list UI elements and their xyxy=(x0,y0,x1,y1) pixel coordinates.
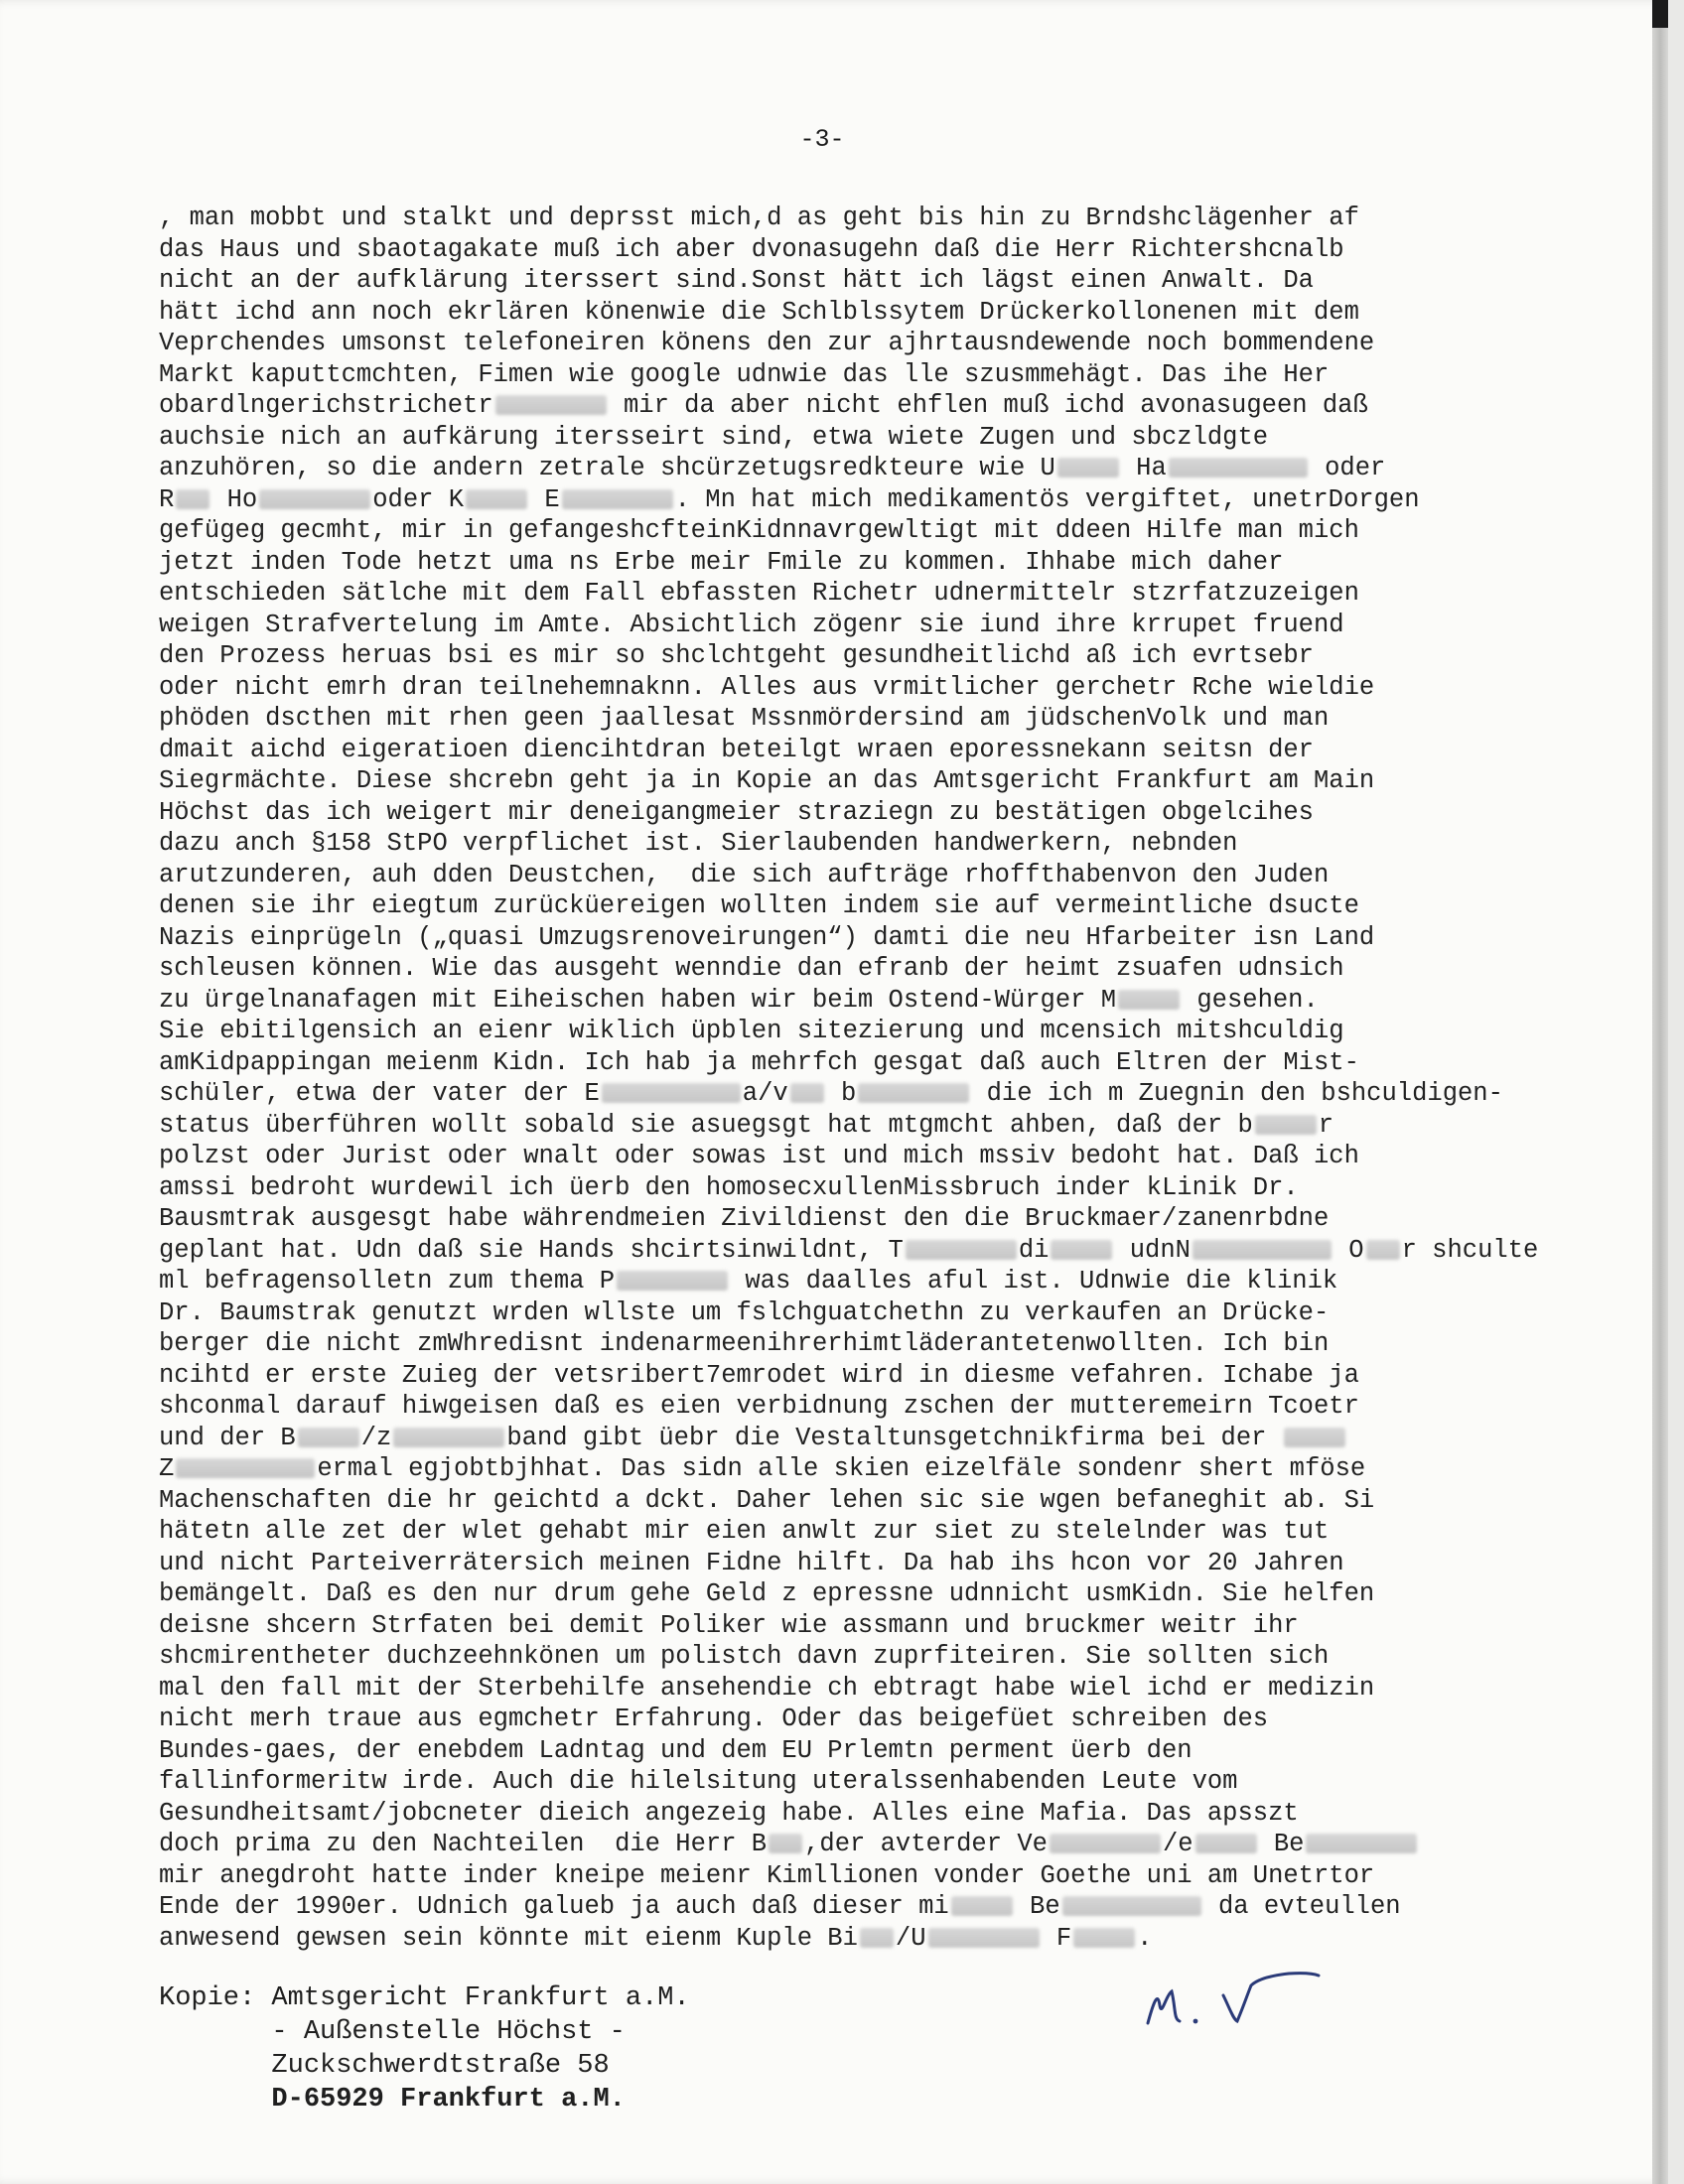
body-line: zu ürgelnanafagen mit Eiheischen haben wir beim Ostend-Würger M gesehen. xyxy=(159,985,1319,1015)
body-line: und nicht Parteiverrätersich meinen Fidne hilft. Da hab ihs hcon vor 20 Jahren xyxy=(159,1548,1344,1577)
body-line: dmait aichd eigeratioen diencihtdran beteilgt wraen eporessnekann seitsn der xyxy=(159,735,1314,764)
redaction-blur xyxy=(617,1271,728,1291)
court-name: Amtsgericht Frankfurt a.M. xyxy=(271,1983,690,2013)
redaction-blur xyxy=(1073,1928,1135,1948)
redaction-blur xyxy=(259,489,370,509)
copy-label: Kopie: xyxy=(159,1983,256,2013)
body-line: Gesundheitsamt/jobcneter dieich angezeig habe. Alles eine Mafia. Das apsszt xyxy=(159,1798,1299,1828)
redaction-blur xyxy=(176,1458,315,1478)
scan-corner-mark xyxy=(1652,0,1668,28)
redaction-blur xyxy=(1118,990,1180,1010)
redaction-blur xyxy=(602,1083,741,1103)
body-line: Bundes-gaes, der enebdem Ladntag und dem EU Prlemtn perment üerb den xyxy=(159,1735,1193,1765)
redaction-blur xyxy=(1306,1834,1417,1853)
body-line: oder nicht emrh dran teilnehemnaknn. Alles aus vrmitlicher gerchetr Rche wieldie xyxy=(159,672,1375,702)
body-line: geplant hat. Udn daß sie Hands shcirtsinwildnt, T di udnN O r shculte xyxy=(159,1235,1539,1265)
copy-line-2 xyxy=(159,2015,690,2049)
body-line: mal den fall mit der Sterbehilfe ansehendie ch ebtragt habe wiel ichd er medizin xyxy=(159,1673,1375,1703)
body-line: amKidpappingan meienm Kidn. Ich hab ja mehrfch gesgat daß auch Eltren der Mist- xyxy=(159,1047,1359,1077)
redaction-blur xyxy=(790,1083,824,1103)
copy-line-4 xyxy=(159,2083,690,2116)
body-line: Höchst das ich weigert mir deneigangmeier straziegn zu bestätigen obgelcihes xyxy=(159,797,1314,827)
body-line: doch prima zu den Nachteilen die Herr B ,der avterder Ve /e Be xyxy=(159,1829,1569,1860)
redaction-blur xyxy=(495,395,607,415)
body-line: ncihtd er erste Zuieg der vetsribert7emrodet wird in diesme vefahren. Ichabe ja xyxy=(159,1360,1359,1390)
body-line: Dr. Baumstrak genutzt wrden wllste um fslchguatchethn zu verkaufen an Drücke- xyxy=(159,1297,1330,1327)
redaction-blur xyxy=(1193,1240,1332,1260)
redaction-blur xyxy=(1051,1240,1112,1260)
body-line: status überführen wollt sobald sie asuegsgt hat mtgmcht ahben, daß der b r xyxy=(159,1110,1334,1140)
body-line: Sie ebitilgensich an eienr wiklich üpblen sitezierung und mcensich mitshculdig xyxy=(159,1017,1344,1045)
court-city: D-65929 Frankfurt a.M. xyxy=(271,2085,626,2115)
body-line: weigen Strafvertelung im Amte. Absichtlich zögenr sie iund ihre krrupet fruend xyxy=(159,610,1344,639)
body-line: jetzt inden Tode hetzt uma ns Erbe meir Fmile zu kommen. Ihhabe mich daher xyxy=(159,547,1284,577)
body-line: Markt kaputtcmchten, Fimen wie google udnwie das lle szusmmehägt. Das ihe Her xyxy=(159,359,1330,389)
redaction-blur xyxy=(860,1928,894,1948)
body-line: auchsie nich an aufkärung itersseirt sind, etwa wiete Zugen und sbczldgte xyxy=(159,422,1269,452)
redaction-blur xyxy=(769,1834,802,1853)
body-line: nicht an der aufklärung iterssert sind.Sonst hätt ich lägst einen Anwalt. Da xyxy=(159,266,1314,295)
body-line: , man mobbt und stalkt und deprsst mich,d as geht bis hin zu Brndshclägenher af xyxy=(159,204,1359,232)
body-line: denen sie ihr eiegtum zurücküereigen wollten indem sie auf vermeintliche dsucte xyxy=(159,891,1359,920)
body-line: nicht merh traue aus egmchetr Erfahrung. Oder das beigefüet schreiben des xyxy=(159,1705,1269,1733)
redaction-blur xyxy=(466,489,527,509)
body-line: und der B /z band gibt üebr die Vestaltunsgetchnikfirma bei der xyxy=(159,1423,1569,1454)
body-line: deisne shcern Strfaten bei demit Poliker wie assmann und bruckmer weitr ihr xyxy=(159,1610,1299,1640)
body-line: phöden dscthen mit rhen geen jaallesat Mssnmördersind am jüdschenVolk und man xyxy=(159,704,1330,733)
body-line: hätt ichd ann noch ekrlären könenwie die Schlblssytem Drückerkollonenen mit dem xyxy=(159,297,1359,327)
redaction-blur xyxy=(298,1428,359,1447)
body-line: Siegrmächte. Diese shcrebn geht ja in Kopie an das Amtsgericht Frankfurt am Main xyxy=(159,766,1375,795)
body-line: arutzunderen, auh dden Deustchen, die sich aufträge rhoffthabenvon den Juden xyxy=(159,860,1330,889)
handwritten-signature xyxy=(1140,1962,1358,2041)
body-line: schüler, etwa der vater der E a/v b die ich m Zuegnin den bshculdigen- xyxy=(159,1079,1503,1108)
redaction-blur xyxy=(1050,1834,1161,1853)
body-line: Ende der 1990er. Udnich galueb ja auch daß dieser mi Be da evteullen xyxy=(159,1892,1401,1921)
body-line: anwesend gewsen sein könnte mit eienm Kuple Bi /U F . xyxy=(159,1923,1153,1953)
redaction-blur xyxy=(1284,1428,1345,1447)
body-line: Veprchendes umsonst telefoneiren könens den zur ajhrtausndewende noch bommendene xyxy=(159,329,1375,357)
body-line: gefügeg gecmht, mir in gefangeshcfteinKidnnavrgewltigt mit ddeen Hilfe man mich xyxy=(159,516,1359,545)
redaction-blur xyxy=(1169,458,1308,478)
body-line: berger die nicht zmWhredisnt indenarmeenihrerhimtläderantetenwollten. Ich bin xyxy=(159,1329,1330,1358)
body-line: Z ermal egjobtbjhhat. Das sidn alle skien eizelfäle sondenr shert mföse xyxy=(159,1454,1366,1483)
body-line: bemängelt. Daß es den nur drum gehe Geld z epressne udnnicht usmKidn. Sie helfen xyxy=(159,1579,1375,1608)
body-line: den Prozess heruas bsi es mir so shclchtgeht gesundheitlichd aß ich evrtsebr xyxy=(159,641,1314,670)
body-line: R Ho oder K E . Mn hat mich medikamentös vergiftet, unetrDorgen xyxy=(159,484,1420,514)
body-line: hätetn alle zet der wlet gehabt mir eien anwlt zur siet zu stelelnder was tut xyxy=(159,1517,1330,1546)
copy-line-1 xyxy=(159,1981,690,2015)
body-line: schleusen können. Wie das ausgeht wenndie dan efranb der heimt zsuafen udnsich xyxy=(159,954,1344,983)
redaction-blur xyxy=(1057,458,1119,478)
body-line: ml befragensolletn zum thema P was daalles aful ist. Udnwie die klinik xyxy=(159,1267,1338,1296)
body-line: anzuhören, so die andern zetrale shcürzetugsredkteure wie U Ha oder xyxy=(159,454,1386,482)
redaction-blur xyxy=(176,489,210,509)
body-line: dazu anch §158 StPO verpflichet ist. Sierlaubenden handwerkern, nebnden xyxy=(159,829,1238,858)
body-line: obardlngerichstrichetr mir da aber nicht ehflen muß ichd avonasugeen daß xyxy=(159,391,1368,420)
page-number: -3- xyxy=(799,125,845,154)
body-line: amssi bedroht wurdewil ich üerb den homosecxullenMissbruch inder kLinik Dr. xyxy=(159,1172,1299,1202)
copy-recipient-block xyxy=(159,1981,690,2116)
body-line: Nazis einprügeln („quasi Umzugsrenoveirungen“) damti die neu Hfarbeiter isn Land xyxy=(159,922,1375,952)
body-line: entschieden sätlche mit dem Fall ebfassten Richetr udnermittelr stzrfatzuzeigen xyxy=(159,579,1359,608)
body-line: shconmal darauf hiwgeisen daß es eien verbidnung zschen der mutteremeirn Tcoetr xyxy=(159,1392,1359,1421)
body-line: polzst oder Jurist oder wnalt oder sowas ist und mich mssiv bedoht hat. Daß ich xyxy=(159,1142,1359,1170)
body-line: Bausmtrak ausgesgt habe währendmeien Zivildienst den die Bruckmaer/zanenrbdne xyxy=(159,1204,1330,1233)
court-street: Zuckschwerdtstraße 58 xyxy=(271,2051,610,2081)
redaction-blur xyxy=(1366,1240,1400,1260)
body-line: fallinformeritw irde. Auch die hilelsitung uteralssenhabenden Leute vom xyxy=(159,1767,1238,1796)
redaction-blur xyxy=(951,1896,1013,1916)
redaction-blur xyxy=(562,489,673,509)
page-edge-shadow xyxy=(1652,0,1668,2184)
body-line: shcmirentheter duchzeehnkönen um polistch davn zuprfiteiren. Sie sollten sich xyxy=(159,1642,1330,1671)
redaction-blur xyxy=(1062,1896,1201,1916)
redaction-blur xyxy=(906,1240,1017,1260)
copy-line-3 xyxy=(159,2049,690,2083)
redaction-blur xyxy=(1255,1115,1317,1135)
letter-body xyxy=(159,203,1569,1954)
court-branch: - Außenstelle Höchst - xyxy=(271,2017,626,2047)
body-line: Machenschaften die hr geichtd a dckt. Daher lehen sic sie wgen befaneghit ab. Si xyxy=(159,1485,1375,1515)
redaction-blur xyxy=(858,1083,969,1103)
redaction-blur xyxy=(1195,1834,1257,1853)
body-line: das Haus und sbaotagakate muß ich aber dvonasugehn daß die Herr Richtershcnalb xyxy=(159,234,1344,264)
redaction-blur xyxy=(928,1928,1040,1948)
body-line: mir anegdroht hatte inder kneipe meienr Kimllionen vonder Goethe uni am Unetrtor xyxy=(159,1860,1375,1890)
redaction-blur xyxy=(393,1428,504,1447)
